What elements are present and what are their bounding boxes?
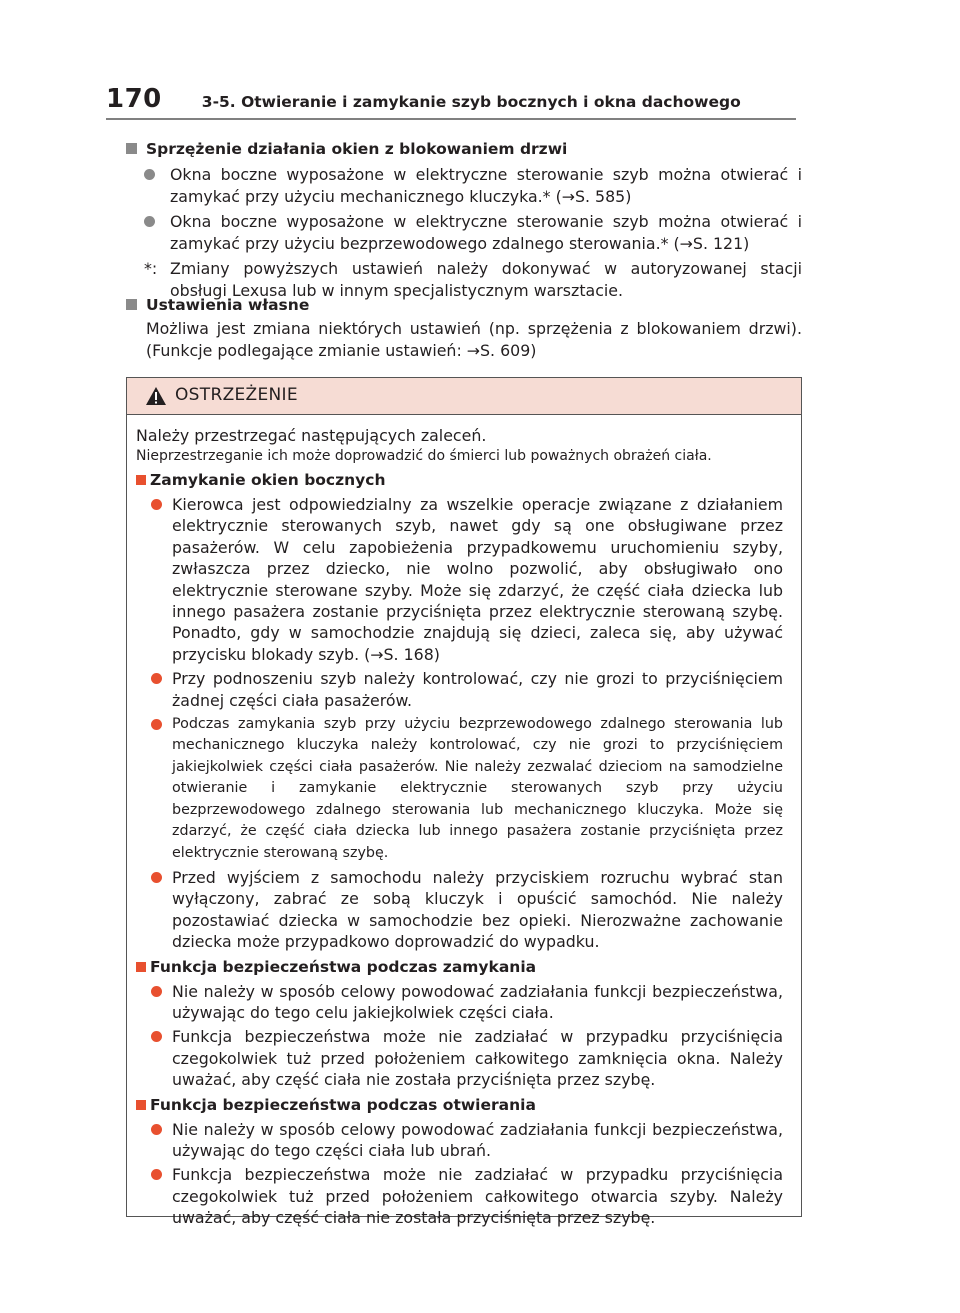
circle-bullet-icon <box>151 499 162 510</box>
list-item: Nie należy w sposób celowy powodować zadziałania funkcji bezpieczeństwa, używając do tego części ciała lub ubrań. <box>136 1119 783 1162</box>
warning-header <box>127 378 801 415</box>
circle-bullet-icon <box>151 986 162 997</box>
circle-bullet-icon <box>151 872 162 883</box>
warning-body <box>127 415 801 1229</box>
warning-section-heading: Funkcja bezpieczeństwa podczas zamykania <box>136 957 783 978</box>
footnote: *: Zmiany powyższych ustawień należy dokonywać w autoryzowanej stacji obsługi Lexusa lub w innym specjalistycznym warsztacie. <box>144 259 802 300</box>
circle-bullet-icon <box>151 719 162 730</box>
warning-intro: Należy przestrzegać następujących zaleceń. <box>136 426 487 445</box>
section-heading: Sprzężenie działania okien z blokowaniem drzwi <box>126 138 802 160</box>
list-item: Okna boczne wyposażone w elektryczne sterowanie szyb można otwierać i zamykać przy użyciu bezprzewodowego zdalnego sterowania.* (→S. 121) <box>126 211 802 254</box>
circle-bullet-icon <box>151 1169 162 1180</box>
circle-bullet-icon <box>144 169 155 180</box>
list-item: Podczas zamykania szyb przy użyciu bezprzewodowego zdalnego sterowania lub mechanicznego kluczyka należy kontrolować, czy nie grozi to przyciśnięciem jakiejkolwiek części ciała pasażerów. Nie należy zezwalać dzieciom na samodzielne otwieranie i zamykanie elektrycznie sterowanych szyb przy użyciu bezprzewodowego zdalnego sterowania lub mechanicznego kluczyka. Może się zdarzyć, że część ciała dziecka lub innego pasażera zostanie przyciśnięta przez elektrycznie sterowaną szybę. <box>136 714 783 864</box>
square-bullet-icon <box>136 962 146 972</box>
list-item: Przy podnoszeniu szyb należy kontrolować, czy nie grozi to przyciśnięciem żadnej części ciała pasażerów. <box>136 668 783 711</box>
list-item: Nie należy w sposób celowy powodować zadziałania funkcji bezpieczeństwa, używając do tego celu jakiejkolwiek części ciała. <box>136 981 783 1024</box>
warning-box <box>126 377 802 1228</box>
section-text: Możliwa jest zmiana niektórych ustawień (np. sprzężenia z blokowaniem drzwi). (Funkcje podlegające zmianie ustawień: →S. 609) <box>146 319 802 360</box>
section-window-door-lock <box>126 138 802 301</box>
page-number: 170 <box>106 84 162 114</box>
circle-bullet-icon <box>144 216 155 227</box>
square-bullet-icon <box>126 299 137 310</box>
header-rule <box>106 118 796 120</box>
section-custom-settings <box>126 294 802 361</box>
circle-bullet-icon <box>151 673 162 684</box>
square-bullet-icon <box>136 475 146 485</box>
list-item: Kierowca jest odpowiedzialny za wszelkie operacje związane z działaniem elektrycznie sterowanych szyb, nawet gdy są one obsługiwane przez pasażerów. W celu zapobieżenia przypadkowemu uruchomieniu szyby, zwłaszcza przez dziecko, nie wolno pozwolić, aby obsługiwało ono elektrycznie sterowane szyby. Może się zdarzyć, że część ciała dziecka lub innego pasażera zostanie przyciśnięta przez elektrycznie sterowaną szybę. Ponadto, gdy w samochodzie znajdują się dzieci, zaleca się, aby używać przycisku blokady szyb. (→S. 168) <box>136 494 783 665</box>
warning-triangle-icon <box>145 386 167 406</box>
circle-bullet-icon <box>151 1031 162 1042</box>
list-item: Funkcja bezpieczeństwa może nie zadziałać w przypadku przyciśnięcia czegokolwiek tuż przed położeniem całkowitego otwarcia szyby. Należy uważać, aby część ciała nie została przyciśnięta przez szybę. <box>136 1164 783 1228</box>
warning-section-heading: Funkcja bezpieczeństwa podczas otwierania <box>136 1095 783 1116</box>
warning-section-heading: Zamykanie okien bocznych <box>136 470 783 491</box>
chapter-title: 3-5. Otwieranie i zamykanie szyb bocznych i okna dachowego <box>201 93 741 111</box>
circle-bullet-icon <box>151 1124 162 1135</box>
section-heading: Ustawienia własne <box>126 294 802 316</box>
page-header <box>106 84 741 114</box>
square-bullet-icon <box>136 1100 146 1110</box>
warning-intro-consequence: Nieprzestrzeganie ich może doprowadzić do śmierci lub poważnych obrażeń ciała. <box>136 448 712 464</box>
square-bullet-icon <box>126 143 137 154</box>
list-item: Funkcja bezpieczeństwa może nie zadziałać w przypadku przyciśnięcia czegokolwiek tuż przed położeniem całkowitego zamknięcia okna. Należy uważać, aby część ciała nie została przyciśnięta przez szybę. <box>136 1026 783 1090</box>
list-item: Przed wyjściem z samochodu należy przyciskiem rozruchu wybrać stan wyłączony, zabrać ze sobą kluczyk i opuścić samochód. Nie należy pozostawiać dziecka w samochodzie bez opieki. Nierozważne zachowanie dziecka może przypadkowo doprowadzić do wypadku. <box>136 867 783 953</box>
warning-title: OSTRZEŻENIE <box>175 385 298 405</box>
list-item: Okna boczne wyposażone w elektryczne sterowanie szyb można otwierać i zamykać przy użyciu mechanicznego kluczyka.* (→S. 585) <box>126 164 802 207</box>
